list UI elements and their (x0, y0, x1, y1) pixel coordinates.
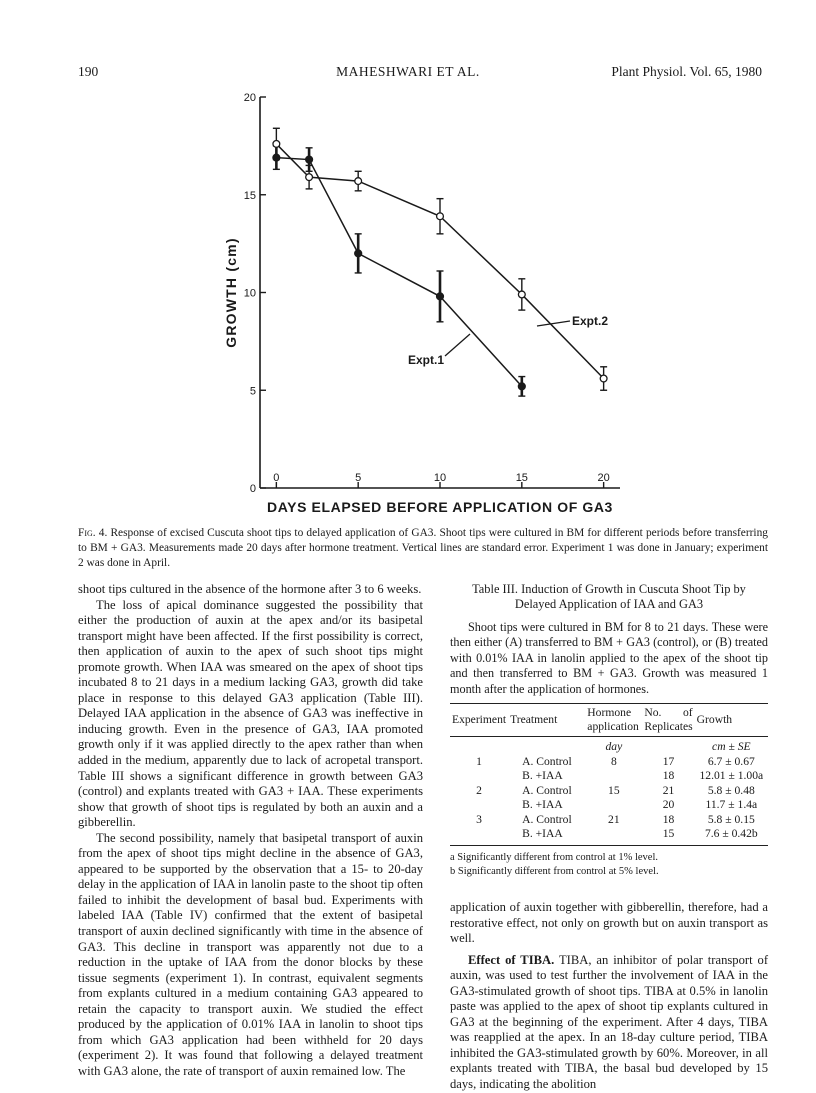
cell-replicates: 21 (662, 783, 675, 797)
table-intro: Shoot tips were cultured in BM for 8 to 21 days. These were then either (A) transferred to BM + GA3 (control), or (B) treated with 0.01% IAA in lanolin applied to the apex of the shoot tip and then transferred to BM + GA3. Growth was measured 1 month after the application of hormones. (450, 620, 768, 696)
paragraph: The loss of apical dominance suggested the possibility that either the production of auxin at the apex and/or its basipetal transport might have been affected. If the first possibility is correct, then application of auxin to the apex of such shoot tips might promote growth. When IAA was smeared on the apex of shoot tips incubated 8 to 21 days in a medium lacking GA3, growth did take place in response to this delayed GA3 application (Table III). Delayed IAA application in the absence of GA3 was ineffective in inducing growth. Even in the presence of GA3, IAA promoted growth only if it was applied directly to the apex rather than when added in the medium, apparently due to lack of acropetal transport. Table III shows a significant difference in growth between GA3 (control) and explants treated with GA3 + IAA. These experiments show that growth of shoot tips is regulated by both an auxin and a gibberellin. (78, 597, 423, 830)
data-point-filled (436, 293, 443, 300)
series-label-leader (537, 321, 570, 326)
cell-experiment (450, 798, 508, 813)
table-row (450, 784, 768, 799)
cell-treatment: A. Control (522, 812, 572, 826)
units-growth: cm ± SE (695, 737, 768, 755)
table-row (450, 798, 768, 813)
data-point-open (306, 174, 313, 181)
paragraph: shoot tips cultured in the absence of the hormone after 3 to 6 weeks. (78, 582, 422, 596)
col-header-experiment: Experiment (450, 704, 508, 737)
left-column-text (78, 582, 423, 1080)
running-authors: MAHESHWARI ET AL. (336, 64, 480, 79)
data-point-filled (305, 156, 312, 163)
cell-replicates: 18 (662, 812, 675, 826)
figure-label: Fig. 4. (78, 527, 108, 539)
table-row (450, 813, 768, 828)
cell-hormone-application: 15 (608, 783, 620, 797)
data-point-open (437, 213, 444, 220)
y-tick-label: 15 (243, 189, 256, 202)
chart-marks (273, 128, 609, 396)
series-line-expt-1 (276, 158, 521, 387)
col-header-treatment: Treatment (508, 704, 585, 737)
series-line-expt-2 (276, 144, 603, 379)
x-tick-label: 5 (355, 472, 362, 484)
cell-replicates: 18 (662, 769, 675, 783)
table-title: Table III. Induction of Growth in Cuscuta Shoot Tip by Delayed Application of IAA and GA3 (472, 582, 746, 611)
cell-experiment (450, 769, 508, 784)
col-header-replicates: No. of Replicates (642, 704, 694, 737)
cell-growth: 7.6 ± 0.42b (695, 827, 768, 845)
paragraph (450, 953, 768, 1093)
cell-experiment: 2 (476, 783, 482, 797)
paragraph: The second possibility, namely that basipetal transport of auxin from the apex of shoot tips might decline in the absence of GA3, appeared to be supported by the observation that a 15- to 20-day delay in the application of IAA in lanolin paste to the shoot tip often failed to inhibit the development of basal bud. Experiments with labeled IAA (Table IV) confirmed that the extent of basipetal transport of auxin declined significantly with time in the absence of GA3. This decline in transport was apparently not due to a reduction in the uptake of IAA from the donor blocks by these tissue segments (experiment 1). In contrast, equivalent segments from explants cultured in a medium containing GA3 appeared to retain the capacity to transport auxin. We studied the effect produced by the application of 0.01% IAA in lanolin to shoot tips from which GA3 application had been withheld for 20 days (experiment 2). It was found that following a delayed treatment with GA3 alone, the rate of transport of auxin remained low. The (78, 830, 423, 1078)
cell-hormone-application: 8 (610, 754, 617, 768)
cell-replicates: 20 (662, 798, 675, 812)
series-label-expt1: Expt.1 (408, 353, 445, 367)
table-row (450, 769, 768, 784)
figure-caption (78, 526, 768, 571)
data-point-open (600, 375, 607, 382)
cell-hormone-application (585, 827, 642, 845)
section-heading: Effect of TIBA. (468, 952, 555, 967)
section-text: TIBA, an inhibitor of polar transport of auxin, was used to test further the involvement of IAA in the GA3-stimulated growth of shoot tips. TIBA at 0.5% in lanolin paste was applied to the apex of shoot tip explants cultured in GA3 at the beginning of the experiment. After 4 days, TIBA was reapplied at the apex. In an 18-day culture period, TIBA inhibited the GA3-stimulated growth by 60%. Moreover, in all explants treated with TIBA, the basal bud developed by 15 days, indicating the abolition (450, 952, 769, 1092)
x-tick-label: 20 (597, 472, 610, 484)
growth-line-chart (0, 0, 816, 520)
page-number: 190 (78, 64, 99, 79)
cell-treatment: B. +IAA (522, 798, 563, 812)
cell-growth: 6.7 ± 0.67 (707, 754, 755, 768)
y-tick-label: 20 (243, 92, 256, 104)
cell-growth: 12.01 ± 1.00a (699, 769, 764, 783)
chart-axes (223, 92, 620, 515)
x-tick-label: 0 (273, 472, 280, 484)
data-point-filled (355, 250, 362, 257)
cell-replicates: 15 (642, 827, 694, 845)
cell-experiment (450, 827, 508, 845)
table-row (450, 827, 768, 845)
y-axis-title: GROWTH (cm) (223, 237, 239, 348)
cell-growth: 5.8 ± 0.15 (707, 812, 755, 826)
col-header-hormone-application: Hormone application (585, 704, 642, 737)
data-point-filled (518, 383, 525, 390)
right-column-text (450, 900, 768, 1093)
table-body (450, 737, 768, 846)
series-label-leader (445, 334, 470, 356)
table-row (450, 755, 768, 770)
x-tick-label: 10 (433, 472, 447, 484)
cell-treatment: B. +IAA (522, 769, 563, 783)
data-point-open (355, 178, 362, 185)
cell-hormone-application (585, 798, 642, 813)
cell-experiment: 3 (476, 812, 482, 826)
cell-treatment: A. Control (522, 754, 572, 768)
y-tick-label: 10 (243, 287, 256, 300)
cell-hormone-application (585, 769, 642, 784)
cell-treatment: A. Control (522, 783, 572, 797)
cell-growth: 11.7 ± 1.4a (705, 798, 758, 812)
cell-replicates: 17 (662, 754, 675, 768)
table-iii (450, 582, 768, 878)
cell-growth: 5.8 ± 0.48 (707, 783, 755, 797)
table-footnote-b: b Significantly different from control at 5% level. (450, 865, 659, 877)
series-label-expt2: Expt.2 (572, 314, 609, 328)
col-header-growth: Growth (695, 704, 768, 737)
data-point-open (518, 291, 525, 298)
table-iii-grid (450, 703, 768, 846)
journal-citation: Plant Physiol. Vol. 65, 1980 (611, 64, 762, 79)
cell-treatment: B. +IAA (508, 827, 585, 845)
cell-hormone-application: 21 (608, 812, 620, 826)
paragraph: application of auxin together with gibberellin, therefore, had a restorative effect, not only on growth but on auxin transport as well. (450, 900, 768, 946)
table-footnote-a: a Significantly different from control at 1% level. (450, 851, 658, 863)
x-tick-label: 15 (515, 472, 528, 484)
units-day: day (585, 737, 642, 755)
figure-caption-text: Response of excised Cuscuta shoot tips to delayed application of GA3. Shoot tips were cultured in BM for different periods before transferring to BM + GA3. Measurements made 20 days after hormone treatment. Vertical lines are standard error. Experiment 1 was done in January; experiment 2 was done in April. (78, 527, 768, 569)
units-row (450, 737, 768, 755)
y-tick-label: 5 (249, 385, 256, 398)
y-tick-label: 0 (249, 483, 256, 495)
cell-experiment: 1 (476, 754, 482, 768)
x-axis-title: DAYS ELAPSED BEFORE APPLICATION OF GA3 (267, 499, 613, 515)
data-point-open (273, 141, 280, 148)
